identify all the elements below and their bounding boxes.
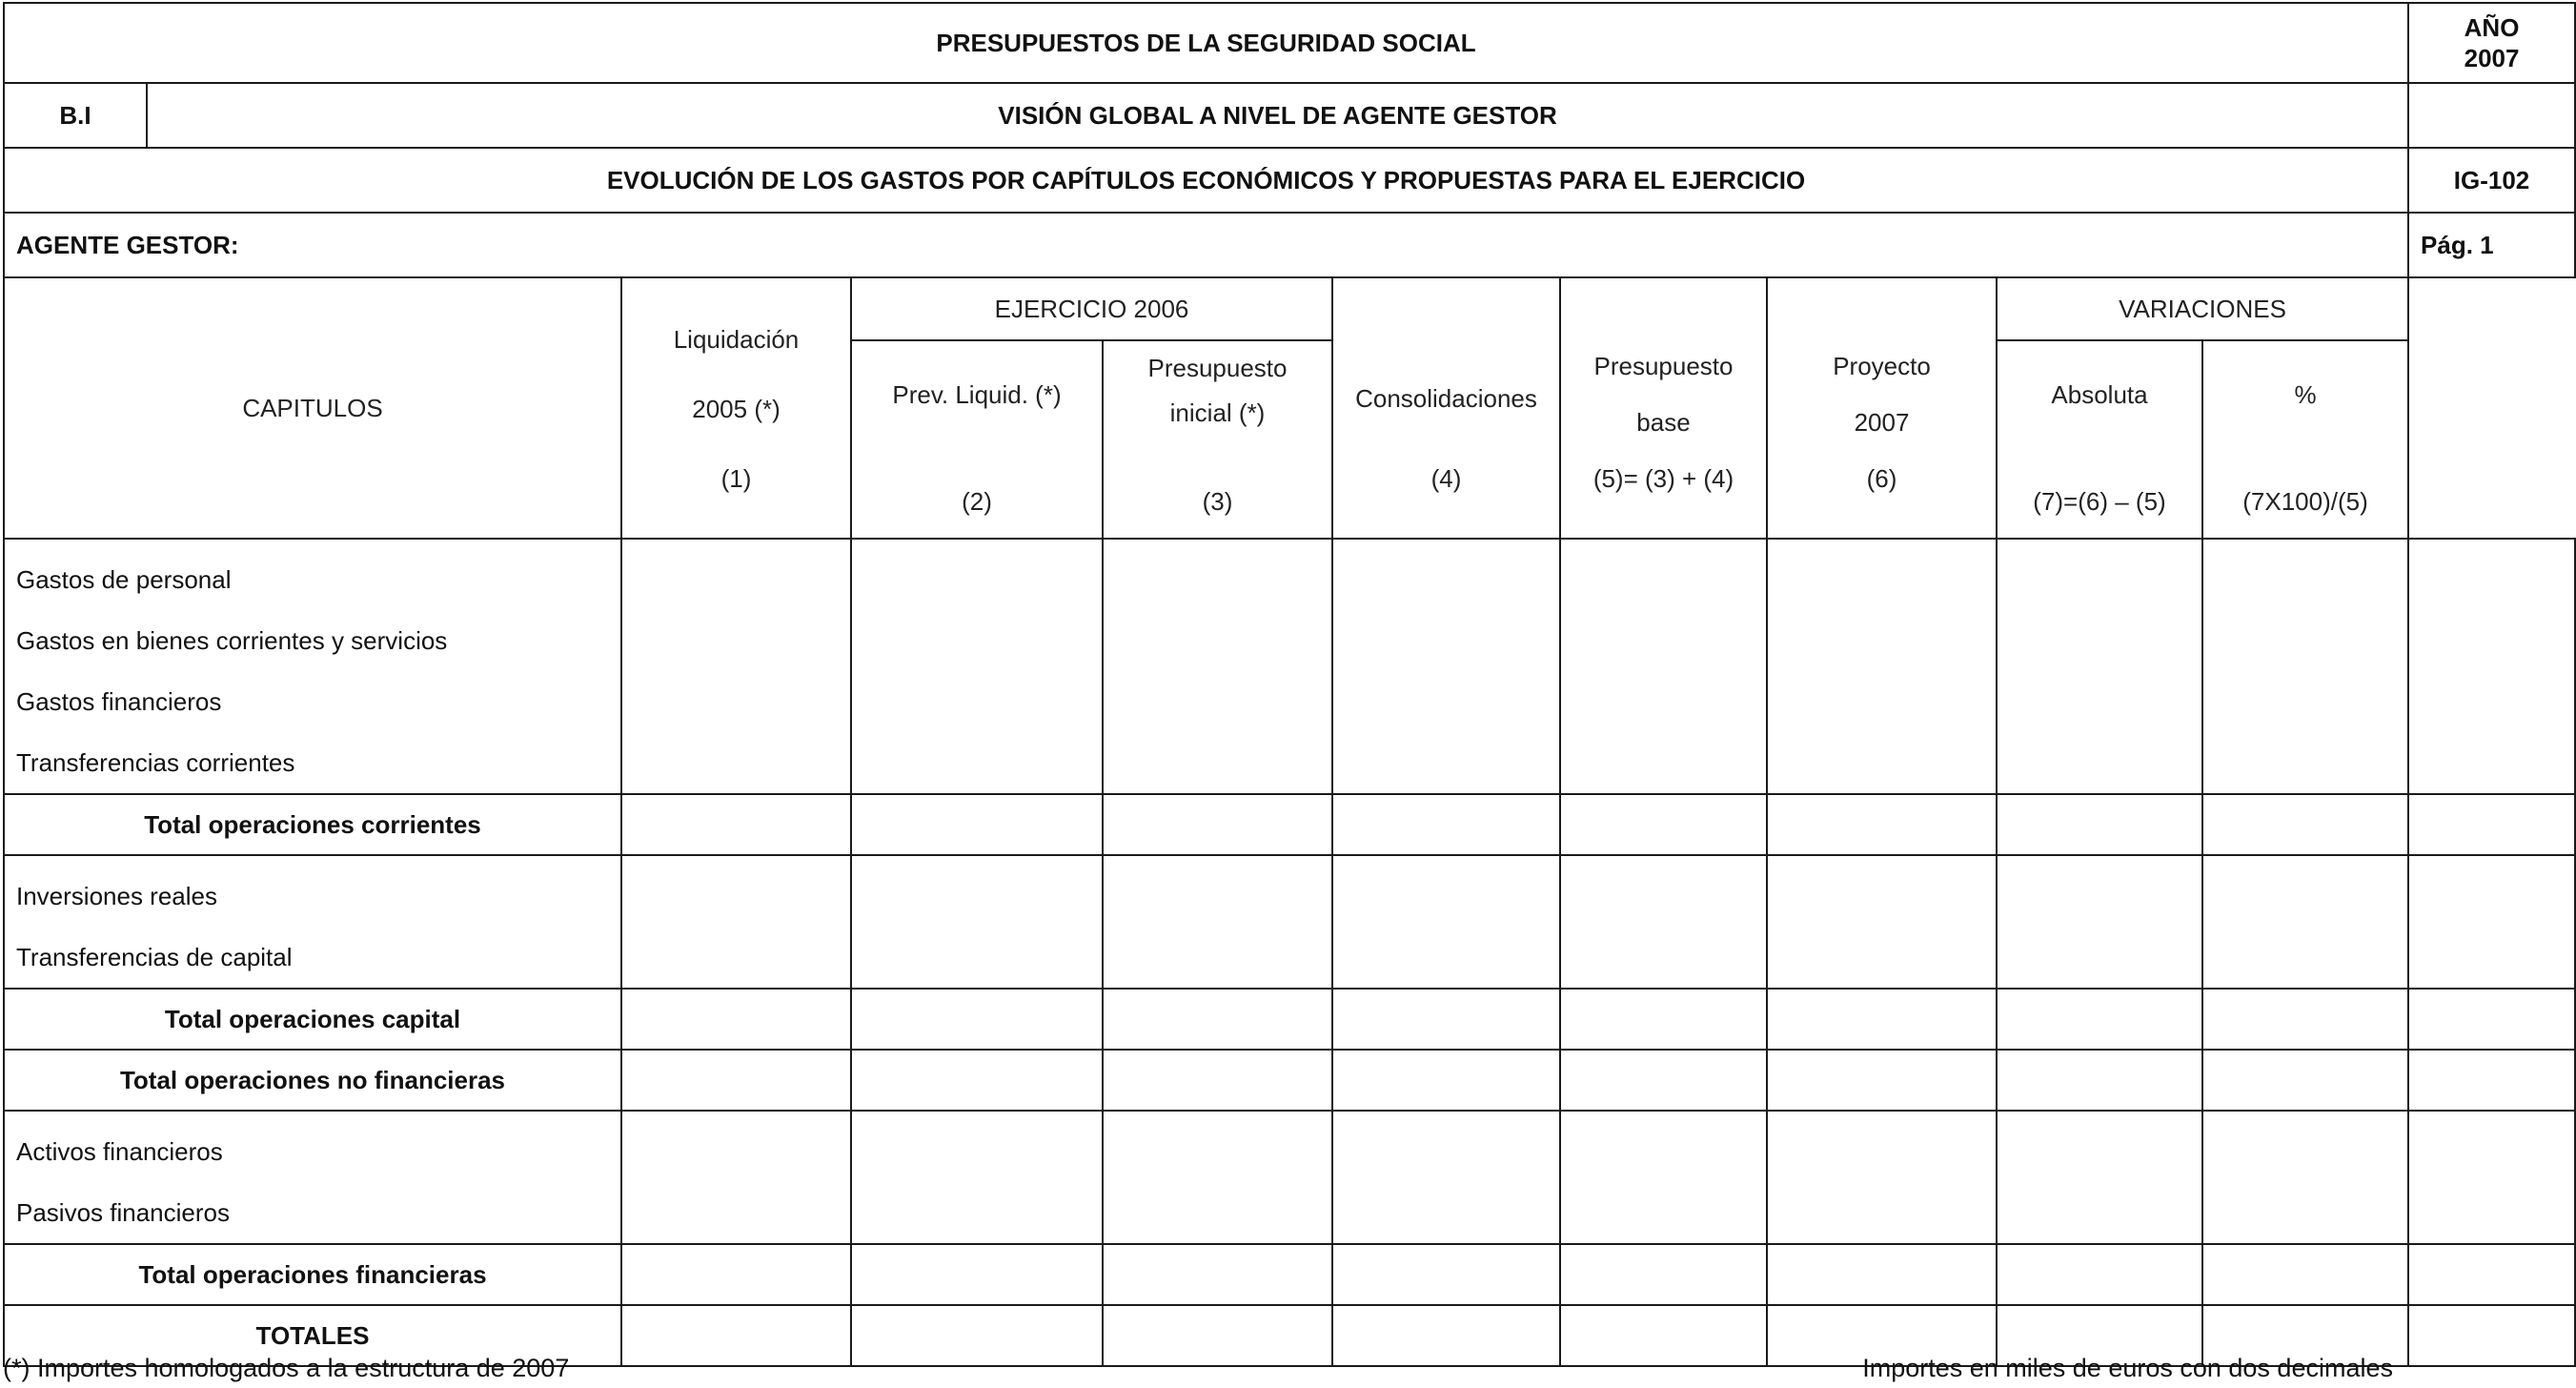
row-label: Gastos en bienes corrientes y servicios bbox=[16, 625, 448, 655]
row-label: Activos financieros bbox=[16, 1136, 223, 1166]
col-porcentaje-num: (7X100)/(5) bbox=[2242, 486, 2368, 516]
value-cell[interactable] bbox=[1997, 989, 2202, 1050]
col-presupuesto-inicial bbox=[1103, 340, 1332, 539]
col-absoluta bbox=[1997, 340, 2202, 539]
value-cell[interactable] bbox=[1103, 539, 1332, 794]
row-label: Transferencias corrientes bbox=[16, 747, 295, 777]
value-cell[interactable] bbox=[621, 794, 851, 855]
value-cell[interactable] bbox=[1560, 794, 1767, 855]
value-cell[interactable] bbox=[1767, 1050, 1997, 1111]
value-cell[interactable] bbox=[2408, 1305, 2575, 1366]
value-cell[interactable] bbox=[621, 1050, 851, 1111]
col-porcentaje bbox=[2202, 340, 2408, 539]
value-cell[interactable] bbox=[2202, 1050, 2408, 1111]
col-liquidacion-num: (1) bbox=[720, 463, 752, 493]
value-cell[interactable] bbox=[851, 855, 1103, 989]
value-cell[interactable] bbox=[1560, 539, 1767, 794]
total-no-financieras-label: Total operaciones no financieras bbox=[4, 1050, 621, 1111]
value-cell[interactable] bbox=[1767, 794, 1997, 855]
value-cell[interactable] bbox=[621, 1244, 851, 1305]
group-corrientes bbox=[4, 539, 621, 794]
value-cell[interactable] bbox=[2202, 1111, 2408, 1244]
section-title: EVOLUCIÓN DE LOS GASTOS POR CAPÍTULOS ECONÓMICOS Y PROPUESTAS PARA EL EJERCICIO bbox=[4, 148, 2408, 213]
value-cell[interactable] bbox=[1767, 539, 1997, 794]
value-cell[interactable] bbox=[1332, 539, 1560, 794]
value-cell[interactable] bbox=[1560, 1050, 1767, 1111]
col-consolidaciones-num: (4) bbox=[1430, 463, 1462, 493]
row-label: Transferencias de capital bbox=[16, 942, 293, 971]
col-prev-liquid-num: (2) bbox=[962, 486, 992, 516]
value-cell[interactable] bbox=[851, 1244, 1103, 1305]
totales-label: TOTALES bbox=[4, 1305, 621, 1366]
group-financieras bbox=[4, 1111, 621, 1244]
col-liquidacion-l2: 2005 (*) bbox=[692, 394, 781, 423]
value-cell[interactable] bbox=[1997, 539, 2202, 794]
value-cell[interactable] bbox=[1997, 1050, 2202, 1111]
value-cell[interactable] bbox=[1767, 1244, 1997, 1305]
value-cell[interactable] bbox=[1332, 989, 1560, 1050]
value-cell[interactable] bbox=[2408, 1111, 2575, 1244]
value-cell[interactable] bbox=[1560, 855, 1767, 989]
col-proyecto-l2: 2007 bbox=[1854, 407, 1910, 437]
value-cell[interactable] bbox=[851, 794, 1103, 855]
value-cell[interactable] bbox=[2408, 794, 2575, 855]
col-consolidaciones bbox=[1332, 277, 1560, 539]
col-presupuesto-base-num: (5)= (3) + (4) bbox=[1592, 463, 1734, 493]
empty-cell bbox=[2408, 83, 2575, 148]
row-label: Gastos de personal bbox=[16, 564, 232, 594]
value-cell[interactable] bbox=[1997, 1244, 2202, 1305]
value-cell[interactable] bbox=[2408, 1244, 2575, 1305]
value-cell[interactable] bbox=[851, 1305, 1103, 1366]
col-presupuesto-base-l1: Presupuesto bbox=[1593, 352, 1734, 380]
col-prev-liquid-l1: Prev. Liquid. (*) bbox=[892, 380, 1062, 409]
form-title: PRESUPUESTOS DE LA SEGURIDAD SOCIAL bbox=[4, 3, 2408, 83]
value-cell[interactable] bbox=[1103, 1050, 1332, 1111]
value-cell[interactable] bbox=[1997, 794, 2202, 855]
col-consolidaciones-l1: Consolidaciones bbox=[1355, 384, 1537, 413]
col-group-ejercicio: EJERCICIO 2006 bbox=[851, 277, 1332, 340]
value-cell[interactable] bbox=[2408, 1050, 2575, 1111]
value-cell[interactable] bbox=[1560, 1305, 1767, 1366]
value-cell[interactable] bbox=[1767, 1111, 1997, 1244]
value-cell[interactable] bbox=[621, 989, 851, 1050]
value-cell[interactable] bbox=[1332, 794, 1560, 855]
row-label: Inversiones reales bbox=[16, 881, 217, 910]
value-cell[interactable] bbox=[851, 1050, 1103, 1111]
budget-table bbox=[3, 2, 2576, 1367]
value-cell[interactable] bbox=[621, 855, 851, 989]
budget-form bbox=[3, 2, 2530, 1382]
page-label: Pág. 1 bbox=[2408, 213, 2575, 277]
value-cell[interactable] bbox=[1560, 1244, 1767, 1305]
col-presupuesto-base-l2: base bbox=[1636, 407, 1691, 437]
col-porcentaje-l1: % bbox=[2294, 380, 2317, 409]
value-cell[interactable] bbox=[1767, 855, 1997, 989]
footer-units: Importes en miles de euros con dos decimales bbox=[1862, 1354, 2393, 1382]
year-value: 2007 bbox=[2464, 44, 2520, 72]
total-capital-label: Total operaciones capital bbox=[4, 989, 621, 1050]
col-absoluta-l1: Absoluta bbox=[2051, 380, 2148, 409]
col-capitulos-label: CAPITULOS bbox=[242, 393, 383, 422]
value-cell[interactable] bbox=[1332, 1305, 1560, 1366]
value-cell[interactable] bbox=[1332, 855, 1560, 989]
year-label: AÑO bbox=[2464, 12, 2520, 42]
row-label: Pasivos financieros bbox=[16, 1197, 230, 1227]
value-cell[interactable] bbox=[1560, 1111, 1767, 1244]
value-cell[interactable] bbox=[2202, 539, 2408, 794]
value-cell[interactable] bbox=[2202, 855, 2408, 989]
value-cell[interactable] bbox=[1997, 855, 2202, 989]
value-cell[interactable] bbox=[2408, 855, 2575, 989]
col-proyecto bbox=[1767, 277, 1997, 539]
value-cell[interactable] bbox=[2202, 1244, 2408, 1305]
value-cell[interactable] bbox=[621, 1111, 851, 1244]
year-cell bbox=[2408, 3, 2575, 83]
value-cell[interactable] bbox=[621, 539, 851, 794]
value-cell[interactable] bbox=[851, 539, 1103, 794]
value-cell[interactable] bbox=[1332, 1050, 1560, 1111]
value-cell[interactable] bbox=[1103, 794, 1332, 855]
col-proyecto-num: (6) bbox=[1866, 463, 1897, 493]
footer-note: (*) Importes homologados a la estructura de 2007 bbox=[3, 1354, 570, 1382]
form-code: IG-102 bbox=[2408, 148, 2575, 213]
value-cell[interactable] bbox=[1103, 989, 1332, 1050]
col-presupuesto-inicial-num: (3) bbox=[1202, 486, 1233, 516]
total-financieras-label: Total operaciones financieras bbox=[4, 1244, 621, 1305]
col-presupuesto-inicial-l2: inicial (*) bbox=[1169, 398, 1266, 427]
agent-label: AGENTE GESTOR: bbox=[4, 213, 2408, 277]
value-cell[interactable] bbox=[2202, 989, 2408, 1050]
value-cell[interactable] bbox=[2408, 989, 2575, 1050]
value-cell[interactable] bbox=[2408, 539, 2575, 794]
value-cell[interactable] bbox=[851, 1111, 1103, 1244]
col-absoluta-num: (7)=(6) – (5) bbox=[2033, 486, 2166, 516]
total-corrientes-label: Total operaciones corrientes bbox=[4, 794, 621, 855]
value-cell[interactable] bbox=[1997, 1111, 2202, 1244]
value-cell[interactable] bbox=[1767, 989, 1997, 1050]
value-cell[interactable] bbox=[2202, 794, 2408, 855]
value-cell[interactable] bbox=[851, 989, 1103, 1050]
col-proyecto-l1: Proyecto bbox=[1833, 352, 1931, 380]
col-liquidacion-l1: Liquidación bbox=[673, 325, 800, 354]
col-capitulos bbox=[4, 277, 621, 539]
col-liquidacion bbox=[621, 277, 851, 539]
row-label: Gastos financieros bbox=[16, 686, 222, 716]
col-prev-liquid bbox=[851, 340, 1103, 539]
col-group-variaciones: VARIACIONES bbox=[1997, 277, 2408, 340]
value-cell[interactable] bbox=[1103, 1305, 1332, 1366]
group-capital bbox=[4, 855, 621, 989]
value-cell[interactable] bbox=[1332, 1244, 1560, 1305]
col-presupuesto-base bbox=[1560, 277, 1767, 539]
form-subtitle: VISIÓN GLOBAL A NIVEL DE AGENTE GESTOR bbox=[147, 83, 2408, 148]
value-cell[interactable] bbox=[1332, 1111, 1560, 1244]
col-presupuesto-inicial-l1: Presupuesto bbox=[1147, 354, 1288, 382]
value-cell[interactable] bbox=[1103, 1244, 1332, 1305]
value-cell[interactable] bbox=[621, 1305, 851, 1366]
value-cell[interactable] bbox=[1103, 855, 1332, 989]
value-cell[interactable] bbox=[1560, 989, 1767, 1050]
value-cell[interactable] bbox=[1103, 1111, 1332, 1244]
section-code: B.I bbox=[4, 83, 147, 148]
